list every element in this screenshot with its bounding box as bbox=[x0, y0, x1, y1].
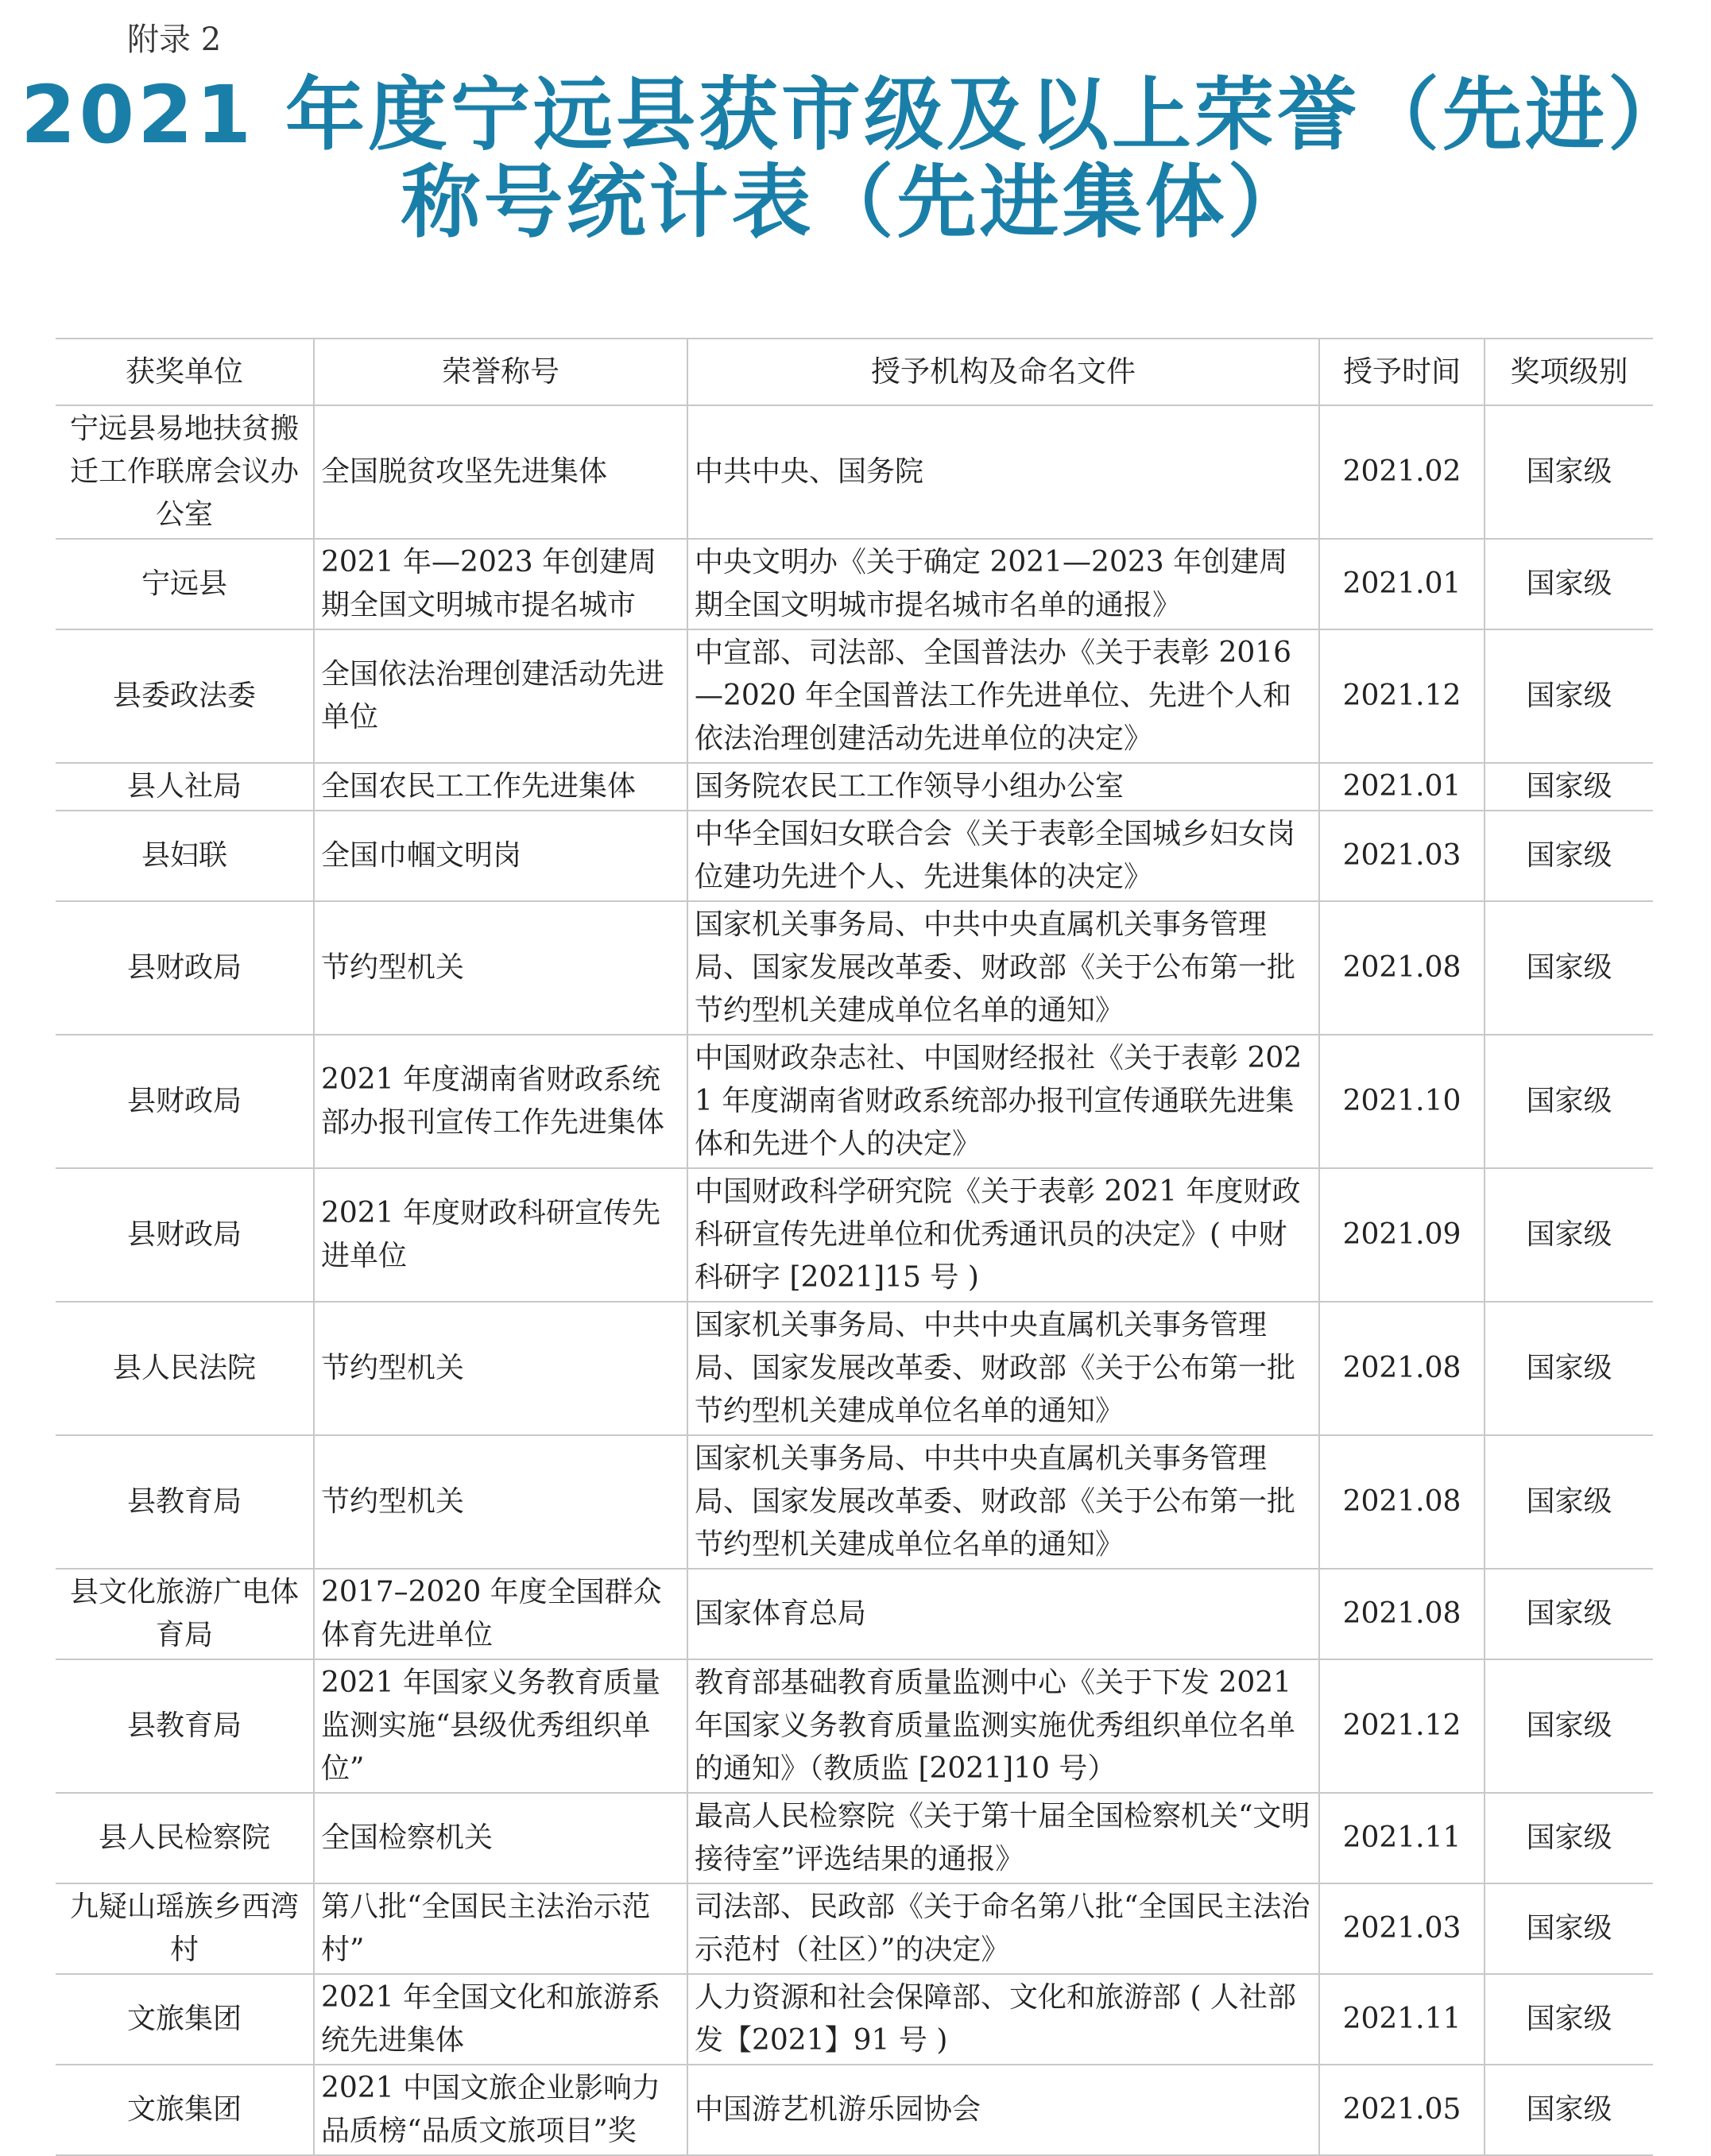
cell-org: 中国财政科学研究院《关于表彰 2021 年度财政科研宣传先进单位和优秀通讯员的决定》( 中财科研字 [2021]15 号 ) bbox=[687, 1168, 1319, 1302]
table-row bbox=[56, 763, 1653, 811]
cell-org: 中央文明办《关于确定 2021—2023 年创建周期全国文明城市提名城市名单的通报》 bbox=[687, 539, 1319, 629]
cell-date: 2021.01 bbox=[1319, 763, 1485, 811]
cell-level: 国家级 bbox=[1485, 1793, 1653, 1883]
table-row bbox=[56, 1302, 1653, 1435]
table-row bbox=[56, 1168, 1653, 1302]
header-org: 授予机构及命名文件 bbox=[687, 339, 1319, 405]
table-body bbox=[56, 405, 1653, 2155]
header-date: 授予时间 bbox=[1319, 339, 1485, 405]
cell-date: 2021.11 bbox=[1319, 1974, 1485, 2065]
appendix-label: 附录 2 bbox=[127, 21, 222, 58]
cell-unit: 县财政局 bbox=[56, 1168, 314, 1302]
cell-level: 国家级 bbox=[1485, 763, 1653, 811]
cell-unit: 县人社局 bbox=[56, 763, 314, 811]
cell-org: 中国财政杂志社、中国财经报社《关于表彰 2021 年度湖南省财政系统部办报刊宣传通联先进集体和先进个人的决定》 bbox=[687, 1035, 1319, 1168]
cell-org: 司法部、民政部《关于命名第八批“全国民主法治示范村（社区）”的决定》 bbox=[687, 1883, 1319, 1974]
cell-unit: 文旅集团 bbox=[56, 2065, 314, 2155]
cell-org: 国家机关事务局、中共中央直属机关事务管理局、国家发展改革委、财政部《关于公布第一批节约型机关建成单位名单的通知》 bbox=[687, 1435, 1319, 1569]
page-title-line-1: 2021 年度宁远县获市级及以上荣誉（先进） bbox=[20, 68, 1691, 161]
cell-level: 国家级 bbox=[1485, 811, 1653, 901]
cell-unit: 县妇联 bbox=[56, 811, 314, 901]
cell-org: 国家机关事务局、中共中央直属机关事务管理局、国家发展改革委、财政部《关于公布第一批节约型机关建成单位名单的通知》 bbox=[687, 901, 1319, 1035]
cell-honor: 2021 年全国文化和旅游系统先进集体 bbox=[314, 1974, 687, 2065]
cell-level: 国家级 bbox=[1485, 1883, 1653, 1974]
cell-level: 国家级 bbox=[1485, 1302, 1653, 1435]
cell-honor: 2021 年度湖南省财政系统部办报刊宣传工作先进集体 bbox=[314, 1035, 687, 1168]
cell-honor: 全国脱贫攻坚先进集体 bbox=[314, 405, 687, 539]
cell-level: 国家级 bbox=[1485, 901, 1653, 1035]
cell-level: 国家级 bbox=[1485, 2065, 1653, 2155]
cell-level: 国家级 bbox=[1485, 405, 1653, 539]
honors-table bbox=[56, 338, 1653, 2156]
header-honor: 荣誉称号 bbox=[314, 339, 687, 405]
cell-honor: 全国检察机关 bbox=[314, 1793, 687, 1883]
cell-level: 国家级 bbox=[1485, 1974, 1653, 2065]
cell-date: 2021.03 bbox=[1319, 811, 1485, 901]
table-row bbox=[56, 1035, 1653, 1168]
cell-org: 中华全国妇女联合会《关于表彰全国城乡妇女岗位建功先进个人、先进集体的决定》 bbox=[687, 811, 1319, 901]
cell-unit: 县文化旅游广电体育局 bbox=[56, 1569, 314, 1659]
cell-honor: 2021 年度财政科研宣传先进单位 bbox=[314, 1168, 687, 1302]
cell-honor: 节约型机关 bbox=[314, 1435, 687, 1569]
cell-unit: 县财政局 bbox=[56, 1035, 314, 1168]
table-row bbox=[56, 539, 1653, 629]
cell-honor: 第八批“全国民主法治示范村” bbox=[314, 1883, 687, 1974]
table-row bbox=[56, 2065, 1653, 2155]
cell-org: 人力资源和社会保障部、文化和旅游部 ( 人社部发【2021】91 号 ) bbox=[687, 1974, 1319, 2065]
cell-unit: 九疑山瑶族乡西湾村 bbox=[56, 1883, 314, 1974]
cell-level: 国家级 bbox=[1485, 1659, 1653, 1793]
cell-org: 中共中央、国务院 bbox=[687, 405, 1319, 539]
table-row bbox=[56, 1883, 1653, 1974]
cell-date: 2021.10 bbox=[1319, 1035, 1485, 1168]
cell-org: 中宣部、司法部、全国普法办《关于表彰 2016—2020 年全国普法工作先进单位、先进个人和依法治理创建活动先进单位的决定》 bbox=[687, 629, 1319, 763]
cell-unit: 县人民法院 bbox=[56, 1302, 314, 1435]
cell-org: 最高人民检察院《关于第十届全国检察机关“文明接待室”评选结果的通报》 bbox=[687, 1793, 1319, 1883]
cell-unit: 县人民检察院 bbox=[56, 1793, 314, 1883]
cell-unit: 宁远县 bbox=[56, 539, 314, 629]
table-row bbox=[56, 1974, 1653, 2065]
table-row bbox=[56, 1435, 1653, 1569]
cell-honor: 节约型机关 bbox=[314, 901, 687, 1035]
cell-level: 国家级 bbox=[1485, 1035, 1653, 1168]
header-unit: 获奖单位 bbox=[56, 339, 314, 405]
table-row bbox=[56, 811, 1653, 901]
cell-date: 2021.08 bbox=[1319, 1435, 1485, 1569]
cell-date: 2021.09 bbox=[1319, 1168, 1485, 1302]
cell-org: 国务院农民工工作领导小组办公室 bbox=[687, 763, 1319, 811]
cell-org: 中国游艺机游乐园协会 bbox=[687, 2065, 1319, 2155]
cell-honor: 2021 年国家义务教育质量监测实施“县级优秀组织单位” bbox=[314, 1659, 687, 1793]
cell-unit: 县教育局 bbox=[56, 1659, 314, 1793]
cell-honor: 全国农民工工作先进集体 bbox=[314, 763, 687, 811]
cell-level: 国家级 bbox=[1485, 1168, 1653, 1302]
cell-honor: 2017–2020 年度全国群众体育先进单位 bbox=[314, 1569, 687, 1659]
cell-date: 2021.01 bbox=[1319, 539, 1485, 629]
cell-honor: 节约型机关 bbox=[314, 1302, 687, 1435]
table-row bbox=[56, 405, 1653, 539]
table-row bbox=[56, 901, 1653, 1035]
cell-date: 2021.12 bbox=[1319, 629, 1485, 763]
cell-honor: 全国巾帼文明岗 bbox=[314, 811, 687, 901]
cell-org: 国家体育总局 bbox=[687, 1569, 1319, 1659]
cell-level: 国家级 bbox=[1485, 1435, 1653, 1569]
cell-level: 国家级 bbox=[1485, 539, 1653, 629]
cell-date: 2021.02 bbox=[1319, 405, 1485, 539]
cell-level: 国家级 bbox=[1485, 1569, 1653, 1659]
cell-date: 2021.12 bbox=[1319, 1659, 1485, 1793]
cell-honor: 全国依法治理创建活动先进单位 bbox=[314, 629, 687, 763]
cell-org: 教育部基础教育质量监测中心《关于下发 2021 年国家义务教育质量监测实施优秀组织单位名单的通知》（教质监 [2021]10 号） bbox=[687, 1659, 1319, 1793]
cell-honor: 2021 年—2023 年创建周期全国文明城市提名城市 bbox=[314, 539, 687, 629]
table-row bbox=[56, 1659, 1653, 1793]
cell-date: 2021.08 bbox=[1319, 1302, 1485, 1435]
page-title-line-2: 称号统计表（先进集体） bbox=[401, 156, 1310, 249]
cell-unit: 宁远县易地扶贫搬迁工作联席会议办公室 bbox=[56, 405, 314, 539]
table-row bbox=[56, 1569, 1653, 1659]
table-row bbox=[56, 1793, 1653, 1883]
cell-date: 2021.05 bbox=[1319, 2065, 1485, 2155]
header-level: 奖项级别 bbox=[1485, 339, 1653, 405]
cell-date: 2021.11 bbox=[1319, 1793, 1485, 1883]
cell-unit: 县教育局 bbox=[56, 1435, 314, 1569]
cell-unit: 文旅集团 bbox=[56, 1974, 314, 2065]
cell-unit: 县财政局 bbox=[56, 901, 314, 1035]
cell-date: 2021.08 bbox=[1319, 1569, 1485, 1659]
cell-level: 国家级 bbox=[1485, 629, 1653, 763]
cell-date: 2021.03 bbox=[1319, 1883, 1485, 1974]
cell-org: 国家机关事务局、中共中央直属机关事务管理局、国家发展改革委、财政部《关于公布第一批节约型机关建成单位名单的通知》 bbox=[687, 1302, 1319, 1435]
cell-honor: 2021 中国文旅企业影响力品质榜“品质文旅项目”奖 bbox=[314, 2065, 687, 2155]
cell-date: 2021.08 bbox=[1319, 901, 1485, 1035]
table-header-row bbox=[56, 339, 1653, 405]
table-row bbox=[56, 629, 1653, 763]
cell-unit: 县委政法委 bbox=[56, 629, 314, 763]
